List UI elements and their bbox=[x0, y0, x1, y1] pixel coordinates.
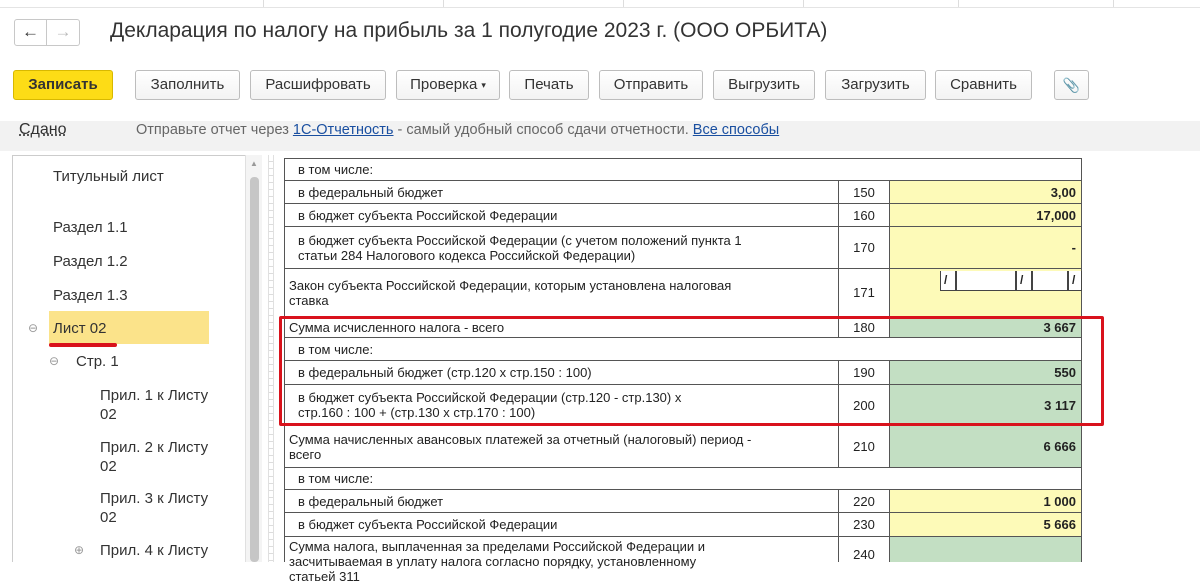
slash-field[interactable]: / bbox=[1016, 271, 1032, 291]
tree-item-section-1-3[interactable]: Раздел 1.3 bbox=[53, 287, 128, 304]
collapse-icon[interactable]: ⊖ bbox=[49, 354, 60, 368]
tree-item-app-2[interactable]: Прил. 2 к Листу 02 bbox=[100, 439, 209, 475]
tree-scrollbar-thumb[interactable] bbox=[250, 177, 259, 562]
value-cell-190: 550 bbox=[890, 361, 1081, 384]
tree-item-section-1-1[interactable]: Раздел 1.1 bbox=[53, 219, 128, 236]
status-link-sdano[interactable]: Сдано bbox=[19, 121, 67, 138]
row-code: 160 bbox=[839, 204, 890, 226]
law-number-field[interactable] bbox=[956, 271, 1016, 291]
table-row bbox=[284, 513, 1082, 537]
tree-item-title-sheet[interactable]: Титульный лист bbox=[53, 168, 164, 185]
table-row bbox=[284, 269, 1082, 317]
compare-button[interactable]: Сравнить bbox=[935, 70, 1032, 100]
row-code: 180 bbox=[839, 317, 890, 337]
top-tab-strip bbox=[0, 0, 1200, 8]
row-code: 190 bbox=[839, 361, 890, 384]
table-row bbox=[284, 204, 1082, 227]
value-cell-171[interactable] bbox=[890, 269, 1081, 316]
collapse-icon[interactable]: ⊖ bbox=[28, 321, 39, 335]
value-cell-230[interactable]: 5 666 bbox=[890, 513, 1081, 536]
row-code: 200 bbox=[839, 385, 890, 425]
import-button[interactable]: Загрузить bbox=[825, 70, 926, 100]
region-law-fields bbox=[892, 271, 1079, 291]
scroll-up-icon[interactable]: ▲ bbox=[250, 159, 258, 168]
send-button[interactable]: Отправить bbox=[599, 70, 703, 100]
row-label: в том числе: bbox=[298, 162, 374, 177]
row-label: Сумма налога, выплаченная за пределами Российской Федерации и засчитываемая в уплату налога согласно порядку, установленному статьей 311 bbox=[285, 537, 839, 562]
row-label: в бюджет субъекта Российской Федерации bbox=[285, 204, 839, 226]
law-field[interactable] bbox=[1032, 271, 1068, 291]
value-cell-220[interactable]: 1 000 bbox=[890, 490, 1081, 512]
slash-field[interactable]: / bbox=[940, 271, 956, 291]
table-row bbox=[284, 490, 1082, 513]
row-label: в федеральный бюджет bbox=[285, 490, 839, 512]
table-row bbox=[284, 385, 1082, 426]
tree-item-list-02-label: Лист 02 bbox=[53, 320, 107, 337]
row-label: в том числе: bbox=[298, 471, 374, 486]
fill-button[interactable]: Заполнить bbox=[135, 70, 240, 100]
row-code: 170 bbox=[839, 227, 890, 268]
table-row bbox=[284, 227, 1082, 269]
1c-reporting-link[interactable]: 1С-Отчетность bbox=[292, 122, 394, 138]
row-code: 230 bbox=[839, 513, 890, 536]
table-row bbox=[284, 426, 1082, 468]
row-label: в бюджет субъекта Российской Федерации (стр.120 - стр.130) х стр.160 : 100 + (стр.130 х стр.170 : 100) bbox=[285, 385, 839, 425]
table-row bbox=[284, 361, 1082, 385]
row-label: Сумма исчисленного налога - всего bbox=[285, 317, 839, 337]
table-row bbox=[284, 338, 1082, 361]
row-label: в бюджет субъекта Российской Федерации (с учетом положений пункта 1 статьи 284 Налогового кодекса Российской Федерации) bbox=[285, 227, 839, 268]
value-cell-150[interactable]: 3,00 bbox=[890, 181, 1081, 203]
save-button[interactable]: Записать bbox=[13, 70, 113, 100]
tree-item-app-3[interactable]: Прил. 3 к Листу 02 bbox=[100, 490, 209, 526]
all-ways-link[interactable]: Все способы bbox=[692, 122, 780, 138]
row-label: Закон субъекта Российской Федерации, которым установлена налоговая ставка bbox=[285, 269, 839, 316]
row-label: в том числе: bbox=[298, 341, 374, 357]
table-row bbox=[284, 158, 1082, 181]
value-cell-160[interactable]: 17,000 bbox=[890, 204, 1081, 226]
tree-scrollbar[interactable] bbox=[245, 155, 262, 562]
table-row bbox=[284, 537, 1082, 584]
check-dropdown-button[interactable] bbox=[396, 70, 500, 100]
row-label: в федеральный бюджет (стр.120 х стр.150 : 100) bbox=[285, 361, 839, 384]
back-arrow-icon[interactable]: ← bbox=[14, 19, 47, 46]
highlight-underline bbox=[49, 343, 117, 347]
value-cell-240 bbox=[890, 537, 1081, 562]
row-code: 220 bbox=[839, 490, 890, 512]
tree-item-app-4[interactable]: Прил. 4 к Листу bbox=[100, 542, 209, 559]
tree-item-app-1[interactable]: Прил. 1 к Листу 02 bbox=[100, 387, 209, 423]
print-button[interactable]: Печать bbox=[509, 70, 589, 100]
decode-button[interactable]: Расшифровать bbox=[250, 70, 386, 100]
tree-item-section-1-2[interactable]: Раздел 1.2 bbox=[53, 253, 128, 270]
tree-item-page-1[interactable]: Стр. 1 bbox=[76, 353, 119, 370]
value-cell-180: 3 667 bbox=[890, 317, 1081, 337]
slash-field[interactable]: / bbox=[1068, 271, 1082, 291]
value-cell-170[interactable]: - bbox=[890, 227, 1081, 268]
row-code: 171 bbox=[839, 269, 890, 316]
forward-arrow-icon[interactable]: → bbox=[47, 19, 80, 46]
row-label: в бюджет субъекта Российской Федерации bbox=[285, 513, 839, 536]
check-button-label: Проверка bbox=[410, 76, 478, 93]
page-title: Декларация по налогу на прибыль за 1 полугодие 2023 г. (ООО ОРБИТА) bbox=[110, 19, 828, 42]
table-row bbox=[284, 317, 1082, 338]
expand-icon[interactable]: ⊕ bbox=[74, 543, 85, 557]
send-message bbox=[136, 122, 779, 138]
row-label: в федеральный бюджет bbox=[285, 181, 839, 203]
send-message-text-1: Отправьте отчет через bbox=[136, 122, 293, 138]
send-message-text-2: - самый удобный способ сдачи отчетности. bbox=[393, 122, 693, 138]
value-cell-210: 6 666 bbox=[890, 426, 1081, 467]
row-label: Сумма начисленных авансовых платежей за отчетный (налоговый) период - всего bbox=[285, 426, 839, 467]
table-row bbox=[284, 181, 1082, 204]
value-cell-200: 3 117 bbox=[890, 385, 1081, 425]
tree-item-list-02[interactable] bbox=[49, 311, 209, 344]
row-code: 150 bbox=[839, 181, 890, 203]
table-row bbox=[284, 468, 1082, 490]
paperclip-icon[interactable]: 📎 bbox=[1054, 70, 1089, 100]
export-button[interactable]: Выгрузить bbox=[713, 70, 815, 100]
row-code: 240 bbox=[839, 537, 890, 562]
row-code: 210 bbox=[839, 426, 890, 467]
chevron-down-icon: ▾ bbox=[481, 80, 486, 91]
